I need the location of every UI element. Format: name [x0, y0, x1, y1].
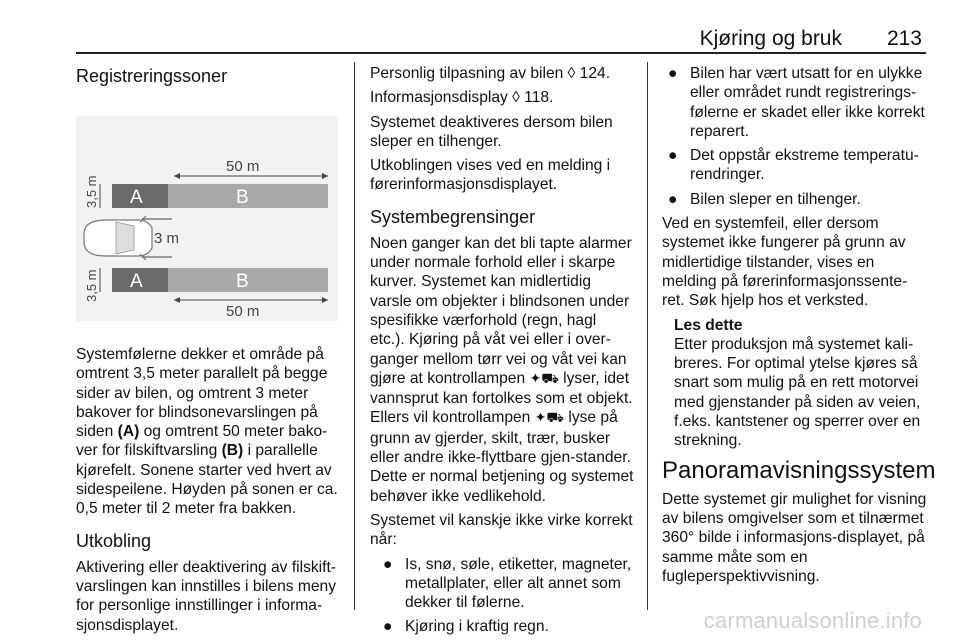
column-1	[76, 64, 341, 640]
paragraph: Ved en systemfeil, eller dersom systemet ikke fungerer på grunn av midlertidige tilstander, vises en melding på førerinformasjonssente-ret. Søk hjelp hos et verksted.	[662, 215, 908, 310]
note-text: Etter produksjon må systemet kali-breres. For optimal ytelse kjøres så snart som mulig på en rett motorvei med gjenstander på siden av veien, f.eks. kantstener og sperrer over en strekning.	[674, 335, 921, 450]
zone-b-label: B	[236, 271, 249, 292]
paragraph: Noen ganger kan det bli tapte alarmer under normale forhold eller i skarpe kurver. Systemet kan midlertidig varsle om objekter i blindsonen under spesifikke værforhold (regn, hagl etc.). Kjøring på våt vei eller i over-ganger mellom tørr vei og våt vei kan gjøre at kontrollampen ✦⛟ lyser, idet vannsprut kan fortolkes som et objekt. Ellers vil kontrollampen ✦⛟ lyse på grunn av gjerder, skilt, trær, busker eller andre ikke-flyttbare gjen-stander. Dette er normal betjening og systemet behøver ikke vedlikehold.	[370, 234, 634, 505]
width-label-top: 3,5 m	[84, 175, 99, 208]
list-item: ● Kjøring i kraftig regn.	[383, 618, 549, 636]
column-divider	[354, 62, 355, 610]
distance-label-bottom: 50 m	[226, 303, 260, 320]
distance-label-top: 50 m	[226, 158, 260, 175]
column-3	[662, 64, 936, 591]
section-heading: Systembegrensinger	[370, 206, 536, 227]
list-item: ● Det oppstår ekstreme temperatu-rendringer.	[668, 147, 919, 184]
column-2	[370, 64, 635, 642]
header-rule	[76, 52, 926, 54]
page-number: 213	[886, 27, 922, 50]
note-box	[662, 316, 928, 451]
list-item: ● Bilen sleper en tilhenger.	[668, 190, 861, 208]
width-label-bottom: 3,5 m	[84, 269, 99, 302]
cross-reference: Informasjonsdisplay ◊ 118.	[370, 89, 554, 107]
rear-distance-label: 3 m	[154, 230, 180, 247]
cross-reference: Personlig tilpasning av bilen ◊ 124.	[370, 65, 611, 82]
note-title: Les dette	[674, 316, 743, 334]
detection-zone-diagram	[76, 116, 338, 321]
paragraph: Systemet vil kanskje ikke virke korrekt når:	[370, 511, 633, 549]
zone-description: Systemfølerne dekker et område på omtrent 3,5 meter parallelt på begge sider av bilen, og omtrent 3 meter bakover for blindsonevarslingen på siden (A) og omtrent 50 meter bako-ver for filskiftvarsling (B) i parallelle kjørefelt. Sonene starter ved hvert av sidespeilene. Høyden på sonen er ca. 0,5 meter til 2 meter fra bakken.	[76, 346, 338, 518]
watermark: carmanualsonline.info	[703, 608, 922, 633]
zone-a-label: A	[130, 271, 143, 292]
paragraph: Aktivering eller deaktivering av filskift-varslingen kan innstilles i bilens meny for personlige innstillinger i informa-sjonsdisplayet.	[76, 558, 337, 634]
zone-b-label: B	[236, 187, 249, 208]
paragraph: Utkoblingen vises ved en melding i førerinformasjonsdisplayet.	[370, 157, 611, 194]
warning-lamp-icon: ✦⛟	[534, 410, 565, 427]
section-heading: Utkobling	[76, 530, 152, 551]
list-item: ● Is, snø, søle, etiketter, magneter, metallplater, eller alt annet som dekker til følerne.	[383, 555, 632, 612]
section-heading: Registreringssoner	[76, 66, 228, 86]
page-header-title: Kjøring og bruk	[699, 27, 842, 50]
list-item: ● Bilen har vært utsatt for en ulykke eller området rundt registrerings-følerne er skadet eller ikke korrekt reparert.	[668, 65, 925, 140]
paragraph: Systemet deaktiveres dersom bilen sleper en tilhenger.	[370, 113, 613, 150]
column-divider	[647, 62, 648, 610]
zone-a-label: A	[130, 187, 143, 208]
paragraph: Dette systemet gir mulighet for visning av bilens omgivelser som et tilnærmet 360° bilde i informasjons-displayet, på samme måte som en fugleperspektivvisning.	[662, 490, 927, 585]
warning-lamp-icon: ✦⛟	[529, 370, 559, 387]
chapter-heading: Panoramavisningssystem	[662, 456, 936, 484]
car-windshield	[116, 222, 134, 254]
